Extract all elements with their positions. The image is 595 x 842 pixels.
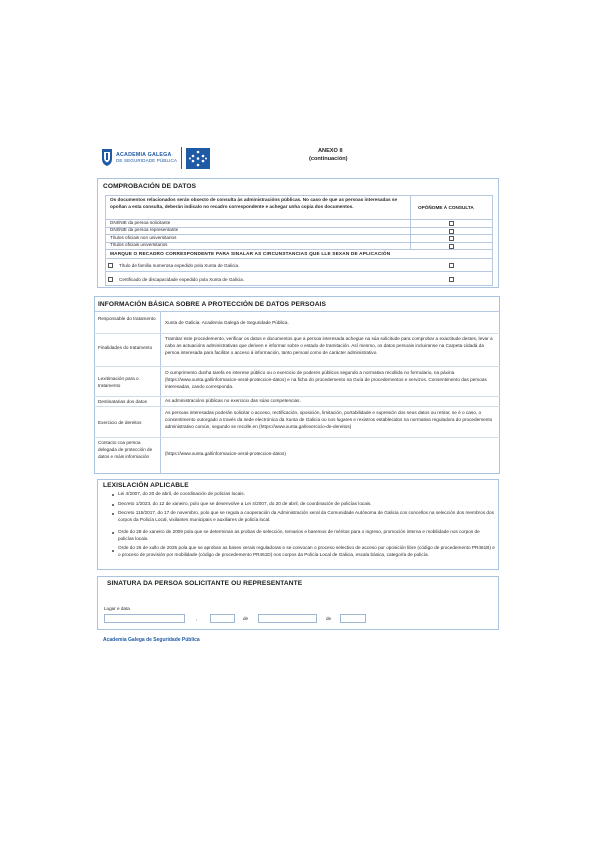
proteccion-row-value: As administracións públicas no exercicio das súas competencias. <box>165 398 301 403</box>
oppose-checkbox[interactable] <box>449 263 454 268</box>
mark-header: MARQUE O RECADRO CORRESPONDENTE PARA SINALAR AS CIRCUNSTANCIAS QUE LLE SEXAN DE APLICACIÓN <box>110 250 391 256</box>
proteccion-row-label: Destinatarias dos datos <box>98 399 147 404</box>
list-bullet <box>112 513 114 515</box>
lexislacion-item: Decreto 1/2023, do 12 de xaneiro, polo que se desenvolve a Lei 4/2007, do 20 de abril, de coordinación de policías locais. <box>118 501 372 506</box>
proteccion-row-value: As persoas interesadas poderán solicitar o acceso, rectificación, oposición, limitación, portabilidade e supresión dos seus datos ou retirar, se é o caso, o consentimento outorgado a través da sede electrónica da Xunta de Galicia ou nos lugares e rexistros establecidos na normativa reguladora do procedemento administrativo común, segundo se recolle en (https://www.xunta.gal/exercicio-de-dereitos) <box>165 410 493 429</box>
place-date-label: Lugar e data <box>104 606 130 611</box>
oppose-checkbox[interactable] <box>449 244 454 249</box>
doc-row-label: Títulos oficiais universitarios <box>110 242 168 247</box>
logo-divider <box>181 147 182 169</box>
sep-comma: , <box>196 616 198 621</box>
sep-de: de <box>326 616 332 621</box>
proteccion-row-label: Finalidades do tratamento <box>98 345 153 350</box>
place-input[interactable] <box>104 614 185 623</box>
month-input[interactable] <box>258 614 317 623</box>
circumstance-checkbox[interactable] <box>108 277 113 282</box>
proteccion-row-value: O cumprimento dunha tarefa en interese público ou o exercicio de poderes públicos segundo a normativa recollida no formulario, na páxina (https://www.xunta.gal/informacion-xeral-proteccion-datos) e na ficha do procedemento na Guía de procedementos e servizos. Consentimento das persoas interesadas, cando corresponda. <box>165 370 487 389</box>
circumstance-label: Título de familia numerosa expedido pola Xunta de Galicia. <box>119 263 240 268</box>
list-bullet <box>112 532 114 534</box>
list-bullet <box>112 550 114 552</box>
agasp-emblem-icon <box>101 147 113 167</box>
sinatura-title: SINATURA DA PERSOA SOLICITANTE OU REPRESENTANTE <box>107 580 303 587</box>
annex-title: ANEXO II <box>318 148 343 154</box>
oppose-checkbox[interactable] <box>449 236 454 241</box>
proteccion-row-value: (https://www.xunta.gal/informacion-xeral-proteccion-datos) <box>165 451 286 456</box>
footer-org: Academia Galega de Seguridade Pública <box>103 637 200 643</box>
oppose-checkbox[interactable] <box>449 277 454 282</box>
agasp-logo <box>101 147 213 171</box>
consulta-intro: Os documentos relacionados serán obxecto de consulta ás administracións públicas. No caso de que as persoas interesadas se opoñan a esta consulta, deberán indicalo no recadro correspondente e achegar unha copia dos documentos. <box>110 197 398 209</box>
xunta-galicia-flag-icon <box>186 148 210 169</box>
lexislacion-item: Lei 4/2007, do 20 de abril, de coordinación de policías locais. <box>118 491 245 496</box>
annex-subtitle: (continuación) <box>309 156 348 162</box>
list-bullet <box>112 504 114 506</box>
list-bullet <box>112 494 114 496</box>
proteccion-row-label: Responsable do tratamento <box>98 316 156 321</box>
circumstance-label: Certificado de discapacidade expedido pola Xunta de Galicia. <box>119 276 245 282</box>
proteccion-row-label: Lexitimación para o tratamento <box>98 376 139 388</box>
proteccion-title: INFORMACIÓN BÁSICA SOBRE A PROTECCIÓN DE DATOS PERSOAIS <box>98 301 326 308</box>
proteccion-row-label: Contacto coa persoa delegada de protección de datos e máis información <box>98 440 153 459</box>
year-input[interactable] <box>340 614 366 623</box>
lexislacion-title: LEXISLACIÓN APLICABLE <box>103 482 189 489</box>
lexislacion-item: Orde do 26 de xullo de 2025 pola que se aproban as bases xerais reguladoras e se convocan o proceso selectivo de acceso por oposición libre (código de procedemento PR461B) e o proceso de provisión por mobilidade (código de procedemento PR461D) nos corpos da Policía Local de Galicia, escala básica, categoría de policía. <box>118 545 495 557</box>
logo-line2: DE SEGURIDADE PÚBLICA <box>116 158 178 163</box>
consulta-title: COMPROBACIÓN DE DATOS <box>103 183 197 190</box>
doc-row-label: DNI/NIE da persoa solicitante <box>110 219 171 225</box>
proteccion-row-label: Exercicio de dereitos <box>98 420 142 425</box>
logo-line1: ACADEMIA GALEGA <box>116 152 172 158</box>
lexislacion-item: Decreto 115/2017, do 17 de novembro, polo que se regula a cooperación da Administración xeral da Comunidade Autónoma de Galicia cos concellos na selección dos membros dos corpos da Policía Local, vixilantes municipais e auxiliares de policía local. <box>118 510 494 522</box>
oppose-checkbox[interactable] <box>449 229 454 234</box>
lexislacion-item: Orde do 28 de xaneiro de 2009 pola que se determinan as probas de selección, temarios e baremos de méritos para o ingreso, promoción interna e mobilidade nos corpos de policías locais. <box>118 529 480 541</box>
day-input[interactable] <box>210 614 235 623</box>
proteccion-row-value: Tramitar este procedemento, verificar os datos e documentos que a persoa interesada achegue na súa solicitude para comprobar a exactitude destes, levar a cabo as actuacións administrativas que deriven e informar sobre o estado de tramitación. Así mesmo, os datos persoais incluiranse na Carpeta cidadá da persoa interesada para facilitar o acceso á información, tanto persoal como de carácter administrativo. <box>165 336 493 355</box>
circumstance-checkbox[interactable] <box>108 263 113 268</box>
doc-row-label: Títulos oficiais non universitarios <box>110 234 177 240</box>
proteccion-row-value: Xunta de Galicia. Academia Galega de Seguridade Pública. <box>165 320 289 325</box>
doc-row-label: DNI/NIE da persoa representante <box>110 227 179 232</box>
sep-de: de <box>243 616 249 621</box>
oppose-checkbox[interactable] <box>449 221 454 226</box>
oppose-header: OPÓÑOME Á CONSULTA <box>418 205 474 210</box>
